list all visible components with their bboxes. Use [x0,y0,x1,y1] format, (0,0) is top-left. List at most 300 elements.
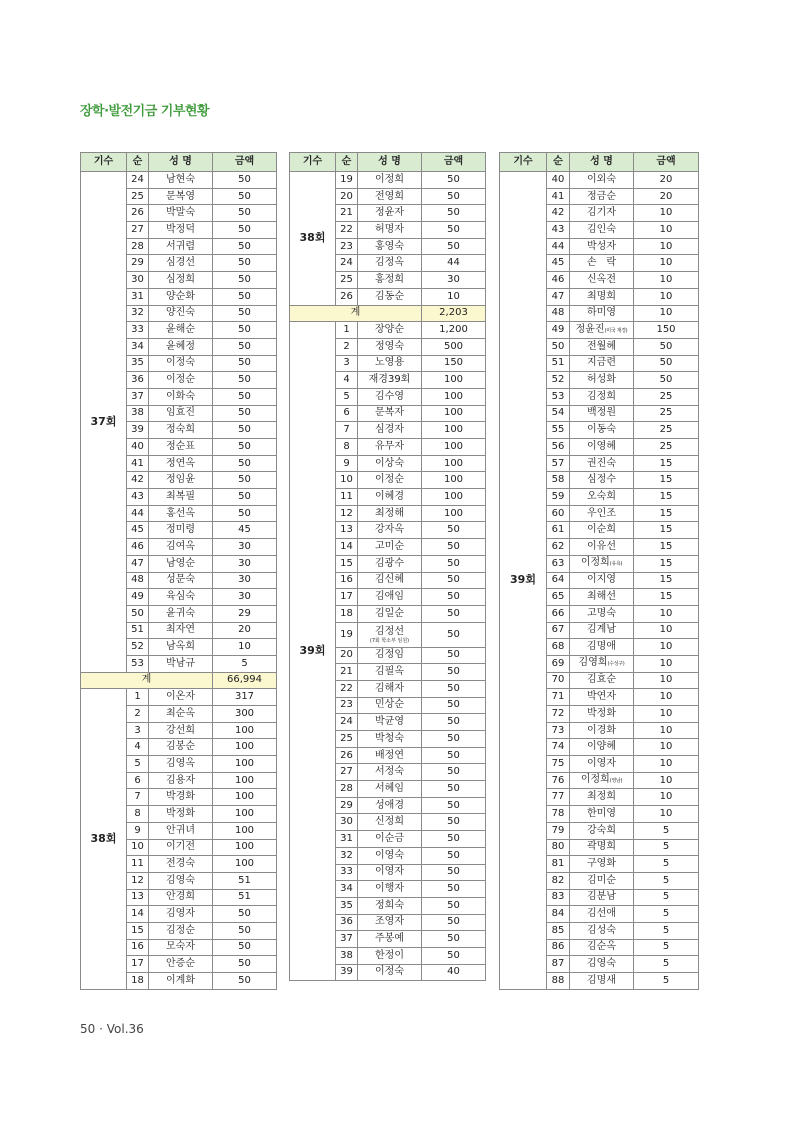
row-number: 48 [127,572,149,589]
donation-amount: 50 [213,939,277,956]
donation-amount: 100 [422,388,486,405]
donor-name: 이외숙 [587,173,616,185]
donor-name-cell [570,522,634,539]
row-number: 42 [127,472,149,489]
donor-name-cell [570,706,634,723]
row-number: 5 [336,388,358,405]
donor-name: 강자옥 [358,522,422,539]
row-number: 36 [127,372,149,389]
donor-name: 안증순 [149,956,213,973]
donation-amount: 100 [213,739,277,756]
total-row [81,672,277,689]
donation-amount: 15 [634,572,699,589]
donation-amount: 50 [213,439,277,456]
donation-amount: 300 [213,706,277,723]
donation-amount: 50 [213,405,277,422]
row-number: 24 [127,172,149,189]
donor-name: 전경숙 [149,856,213,873]
donor-name: 최자연 [149,622,213,639]
donation-amount: 10 [634,288,699,305]
donation-amount: 50 [213,489,277,506]
donation-amount: 50 [213,388,277,405]
donation-amount: 51 [213,872,277,889]
header-gisu: 기수 [81,153,127,172]
donor-name-cell [570,405,634,422]
donor-name: 김미순 [587,874,616,886]
donation-amount: 50 [213,288,277,305]
donor-name-cell [570,505,634,522]
row-number: 17 [336,589,358,606]
donation-amount: 50 [634,338,699,355]
donor-name-cell [570,288,634,305]
donor-name: 성문숙 [149,572,213,589]
donor-name: 이상숙 [358,455,422,472]
donation-amount: 50 [213,322,277,339]
donation-amount: 25 [634,405,699,422]
donation-amount: 45 [213,522,277,539]
row-number: 37 [127,388,149,405]
row-number: 18 [127,973,149,990]
donor-name-cell [570,439,634,456]
donation-amount: 15 [634,489,699,506]
row-number: 65 [547,589,570,606]
row-number: 45 [547,255,570,272]
donor-name: 심경선 [149,255,213,272]
row-number: 44 [547,238,570,255]
donation-amount: 50 [213,338,277,355]
row-number: 56 [547,439,570,456]
row-number: 86 [547,939,570,956]
donation-amount: 50 [213,372,277,389]
row-number: 68 [547,639,570,656]
donation-amount: 50 [213,172,277,189]
row-number: 15 [336,555,358,572]
donor-name-cell [570,806,634,823]
row-number: 49 [547,322,570,339]
donor-name-cell [570,605,634,622]
row-number: 39 [127,422,149,439]
donor-name: 남현숙 [149,172,213,189]
donor-name: 한미영 [587,807,616,819]
donor-name: 민상순 [358,697,422,714]
donor-name: 이영자 [587,757,616,769]
donor-name: 전월혜 [587,340,616,352]
donation-amount: 50 [422,914,486,931]
donor-name: 이영자 [358,864,422,881]
donation-amount: 10 [634,689,699,706]
row-number: 22 [336,222,358,239]
row-number: 71 [547,689,570,706]
row-number: 20 [336,647,358,664]
donor-name: 유무자 [358,439,422,456]
donor-note: (7회 학소부 임원) [369,637,410,644]
donation-amount: 10 [634,706,699,723]
row-number: 35 [336,897,358,914]
row-number: 28 [336,781,358,798]
row-number: 27 [336,764,358,781]
row-number: 46 [127,539,149,556]
row-number: 69 [547,655,570,672]
gisu-cell: 38회 [81,689,127,989]
donor-name-cell [570,489,634,506]
donor-name: 신정희 [358,814,422,831]
donation-amount: 50 [422,697,486,714]
total-label: 계 [81,672,213,689]
donation-amount: 50 [422,622,486,647]
donation-amount: 10 [634,672,699,689]
row-number: 82 [547,872,570,889]
row-number: 57 [547,455,570,472]
row-number: 4 [336,372,358,389]
donor-name-cell [570,455,634,472]
row-number: 48 [547,305,570,322]
donor-name: 지금련 [587,357,616,369]
donation-amount: 10 [634,305,699,322]
donation-amount: 10 [634,255,699,272]
donor-name: 김애임 [358,589,422,606]
row-number: 73 [547,722,570,739]
page-title: 장학·발전기금 기부현황 [80,104,210,119]
donor-name-cell [570,689,634,706]
page-number: 50 [80,1022,96,1036]
donor-name: 김성숙 [587,924,616,936]
donor-name: 정희숙 [358,897,422,914]
donation-amount: 5 [634,906,699,923]
donation-amount: 5 [634,872,699,889]
donor-name: 김정순 [149,922,213,939]
donation-amount: 15 [634,539,699,556]
donation-amount: 5 [634,939,699,956]
donation-amount: 50 [422,555,486,572]
donation-amount: 5 [634,889,699,906]
donation-amount: 50 [634,355,699,372]
donor-name: 박정화 [149,806,213,823]
donation-amount: 15 [634,522,699,539]
row-number: 16 [127,939,149,956]
row-number: 7 [127,789,149,806]
header-no: 순 [336,153,358,172]
donation-amount: 50 [422,781,486,798]
donor-name: 이정희 [358,172,422,189]
donor-name-cell [570,188,634,205]
donation-amount: 100 [422,505,486,522]
row-number: 21 [336,205,358,222]
donor-name: 최명희 [587,290,616,302]
row-number: 31 [336,831,358,848]
donor-name: 우인조 [587,507,616,519]
row-number: 19 [336,172,358,189]
donation-amount: 150 [634,322,699,339]
row-number: 78 [547,806,570,823]
row-number: 87 [547,956,570,973]
donor-name: 박청숙 [358,731,422,748]
donor-name: 정연옥 [149,455,213,472]
donation-amount: 100 [213,856,277,873]
donation-amount: 20 [213,622,277,639]
header-gisu: 기수 [500,153,547,172]
donor-name: 정윤자 [358,205,422,222]
donor-name: 정임윤 [149,472,213,489]
row-number: 7 [336,422,358,439]
donor-name: 이정숙 [149,355,213,372]
donation-amount: 10 [634,205,699,222]
donor-name: 이경화 [587,724,616,736]
donor-name: 최복필 [149,489,213,506]
donation-amount: 100 [213,839,277,856]
donor-name-cell [570,939,634,956]
donor-name: 박균영 [358,714,422,731]
row-number: 72 [547,706,570,723]
row-number: 63 [547,555,570,572]
donor-name: 박성자 [587,240,616,252]
row-number: 80 [547,839,570,856]
donor-name: 이온자 [149,689,213,706]
donation-amount: 29 [213,605,277,622]
row-number: 5 [127,756,149,773]
row-number: 41 [127,455,149,472]
row-number: 25 [127,188,149,205]
donation-amount: 50 [422,172,486,189]
donor-name: 정영숙 [358,338,422,355]
donation-amount: 50 [213,188,277,205]
donor-name-cell [570,205,634,222]
row-number: 25 [336,731,358,748]
footer-separator: · [99,1022,107,1036]
header-row [81,153,277,172]
header-name: 성 명 [358,153,422,172]
row-number: 47 [547,288,570,305]
donor-name: 서귀렴 [149,238,213,255]
donor-name-with-note [358,622,422,647]
donor-name-cell [570,872,634,889]
donation-amount: 50 [422,205,486,222]
donation-amount: 25 [634,388,699,405]
donation-amount: 5 [634,956,699,973]
donor-name: 김동순 [358,288,422,305]
header-no: 순 [547,153,570,172]
total-amount: 66,994 [213,672,277,689]
donor-note: (유욕) [609,561,623,568]
row-number: 19 [336,622,358,647]
total-label: 계 [290,305,422,322]
donor-name-cell [570,622,634,639]
donor-name: 이동숙 [587,424,616,436]
row-number: 84 [547,906,570,923]
donor-name: 김영희 [578,657,608,669]
donor-name: 노영용 [358,355,422,372]
row-number: 26 [336,747,358,764]
donation-amount: 50 [422,522,486,539]
donor-note: (미국 재경) [604,327,628,334]
row-number: 37 [336,931,358,948]
donation-amount: 150 [422,355,486,372]
donation-amount: 100 [422,422,486,439]
donation-amount: 44 [422,255,486,272]
donor-name: 이영숙 [358,847,422,864]
donor-note: (수성구) [607,661,625,668]
donor-name: 이정희 [580,774,610,786]
donation-amount: 50 [213,238,277,255]
donor-name: 강선희 [149,722,213,739]
row-number: 59 [547,489,570,506]
header-amount: 금액 [634,153,699,172]
donation-amount: 10 [634,222,699,239]
donor-name: 이기전 [149,839,213,856]
donation-amount: 5 [634,856,699,873]
donor-name-cell [570,906,634,923]
donor-name-cell [570,272,634,289]
row-number: 11 [127,856,149,873]
donor-name: 남영순 [149,555,213,572]
donor-name-cell [570,722,634,739]
donor-name-cell [570,372,634,389]
row-number: 34 [336,881,358,898]
row-number: 6 [127,772,149,789]
donation-amount: 1,200 [422,322,486,339]
donation-amount: 50 [213,255,277,272]
donation-amount: 100 [422,455,486,472]
donor-name: 김영자 [149,906,213,923]
row-number: 26 [336,288,358,305]
donor-name: 심정수 [587,474,616,486]
donor-name: 이행자 [358,881,422,898]
donor-name: 박남규 [149,655,213,672]
donation-amount: 10 [634,605,699,622]
row-number: 45 [127,522,149,539]
donor-name-cell [570,739,634,756]
donor-name: 주봉예 [358,931,422,948]
donation-amount: 15 [634,505,699,522]
donor-name-cell [570,639,634,656]
table-row [500,172,699,189]
donor-name: 정금순 [587,190,616,202]
donor-name-cell [570,973,634,990]
donation-amount: 50 [422,947,486,964]
donor-name: 김해자 [358,680,422,697]
donation-amount: 30 [213,589,277,606]
donation-amount: 50 [213,472,277,489]
row-number: 85 [547,922,570,939]
row-number: 44 [127,505,149,522]
donor-name-cell [570,388,634,405]
donation-amount: 100 [213,722,277,739]
row-number: 41 [547,188,570,205]
donation-amount: 50 [213,973,277,990]
donor-name: 김영옥 [149,756,213,773]
donor-name: 박정화 [587,707,616,719]
donation-amount: 50 [422,572,486,589]
donor-name: 정윤진 [575,323,605,335]
row-number: 36 [336,914,358,931]
donor-name: 홍정희 [358,272,422,289]
donor-name: 김기자 [587,207,616,219]
donor-name: 문복자 [358,405,422,422]
donation-amount: 50 [422,188,486,205]
donor-name: 권진숙 [587,457,616,469]
donor-name: 박말숙 [149,205,213,222]
row-number: 26 [127,205,149,222]
donation-amount: 10 [634,622,699,639]
row-number: 21 [336,664,358,681]
donor-name-cell [570,772,634,789]
row-number: 46 [547,272,570,289]
donor-name-cell [570,338,634,355]
donation-amount: 30 [213,572,277,589]
donor-name: 조영자 [358,914,422,931]
row-number: 35 [127,355,149,372]
donor-name: 양진숙 [149,305,213,322]
row-number: 15 [127,922,149,939]
row-number: 13 [127,889,149,906]
gisu-cell: 38회 [290,172,336,306]
row-number: 42 [547,205,570,222]
donation-amount: 15 [634,555,699,572]
row-number: 1 [336,322,358,339]
donor-name: 이양혜 [587,741,616,753]
donor-name: 김영숙 [587,958,616,970]
donation-amount: 10 [634,272,699,289]
donation-amount: 50 [422,589,486,606]
donation-amount: 10 [634,655,699,672]
page-footer [80,1022,144,1036]
donor-name: 안귀녀 [149,822,213,839]
donation-amount: 50 [422,881,486,898]
donor-name: 박연자 [587,691,616,703]
donor-name-cell [570,822,634,839]
donation-amount: 30 [213,555,277,572]
row-number: 23 [336,238,358,255]
donation-amount: 50 [422,797,486,814]
row-number: 53 [127,655,149,672]
row-number: 22 [336,680,358,697]
donation-amount: 50 [213,906,277,923]
donation-amount: 50 [422,897,486,914]
donation-amount: 51 [213,889,277,906]
donation-amount: 50 [213,505,277,522]
donation-amount: 50 [213,922,277,939]
donation-amount: 5 [634,973,699,990]
donor-name: 이계화 [149,973,213,990]
donation-amount: 15 [634,589,699,606]
table-row [290,172,486,189]
donor-name: 김정옥 [358,255,422,272]
donor-name-cell [570,322,634,339]
donor-name: 강숙희 [587,824,616,836]
header-amount: 금액 [213,153,277,172]
donor-name: 홍선옥 [149,505,213,522]
row-number: 12 [336,505,358,522]
row-number: 70 [547,672,570,689]
donor-name: 안경희 [149,889,213,906]
header-no: 순 [127,153,149,172]
row-number: 13 [336,522,358,539]
donor-name: 최정희 [587,791,616,803]
row-number: 33 [127,322,149,339]
donor-name: 곽명희 [587,841,616,853]
donor-name: 이정순 [358,472,422,489]
row-number: 12 [127,872,149,889]
donor-name-cell [570,572,634,589]
donor-name-cell [570,539,634,556]
donor-name: 김분남 [587,891,616,903]
row-number: 88 [547,973,570,990]
row-number: 55 [547,422,570,439]
donor-name: 고미순 [358,539,422,556]
row-number: 58 [547,472,570,489]
donor-name: 남옥희 [149,639,213,656]
row-number: 76 [547,772,570,789]
row-number: 33 [336,864,358,881]
